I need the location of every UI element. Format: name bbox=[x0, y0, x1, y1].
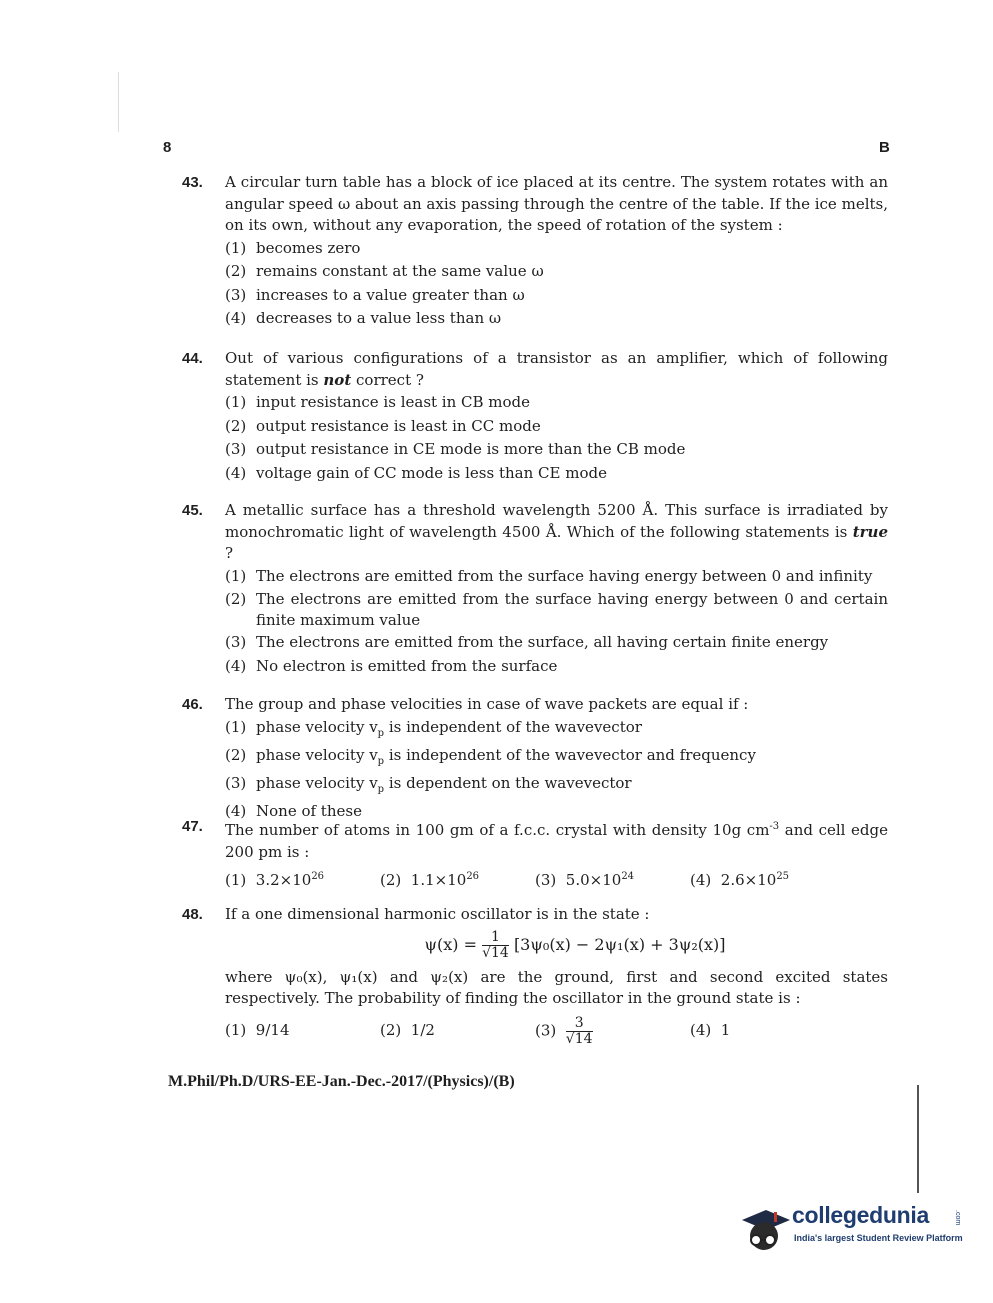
question-45 bbox=[182, 500, 888, 678]
option: (3) The electrons are emitted from the surface, all having certain finite energy bbox=[225, 633, 829, 651]
option: (2) output resistance is least in CC mode bbox=[225, 416, 541, 435]
option: (3) output resistance in CE mode is more than the CB mode bbox=[225, 440, 686, 458]
question-43 bbox=[182, 172, 888, 331]
question-text-continued: where ψ₀(x), ψ₁(x) and ψ₂(x) are the ground, first and second excited states respectively. The probability of finding the oscillator in the ground state is : bbox=[225, 967, 888, 1007]
option: (1) The electrons are emitted from the surface having energy between 0 and infinity bbox=[225, 566, 873, 585]
option: (2) phase velocity $v_p$ is independent of the wavevector and frequency bbox=[225, 745, 756, 767]
question-48 bbox=[182, 904, 888, 1047]
question-text: A circular turn table has a block of ice placed at its centre. The system rotates with an angular speed ω about an axis passing through the centre of the table. If the ice melts, on its own, without any evaporation, the speed of rotation of the system : bbox=[225, 173, 888, 234]
option: (2) $1.1\times 10^{26}$ bbox=[380, 871, 480, 889]
option: (2) 1/2 bbox=[380, 1021, 435, 1040]
question-44 bbox=[182, 348, 888, 485]
page-number: 8 bbox=[163, 139, 172, 156]
question-47 bbox=[182, 816, 888, 892]
question-number: 45. bbox=[182, 502, 203, 519]
option: (1) input resistance is least in CB mode bbox=[225, 393, 531, 411]
option: (1) becomes zero bbox=[225, 238, 361, 257]
option: (4) No electron is emitted from the surface bbox=[225, 656, 558, 675]
option: (1) 9/14 bbox=[225, 1021, 290, 1040]
option: (4) voltage gain of CC mode is less than CE mode bbox=[225, 463, 607, 482]
option: (3) $\frac{3}{√14}$ bbox=[535, 1014, 593, 1047]
scan-mark bbox=[118, 72, 119, 132]
wavefunction-formula: ψ(x) = $\frac{1}{√14}$ [3ψ₀(x) − 2ψ₁(x) + 3ψ₂(x)] bbox=[424, 928, 726, 961]
question-number: 46. bbox=[182, 696, 203, 713]
option: (1) phase velocity $v_p$ is independent of the wavevector bbox=[225, 717, 642, 739]
question-number: 43. bbox=[182, 174, 203, 191]
question-text: If a one dimensional harmonic oscillator is in the state : bbox=[225, 905, 650, 923]
option: (3) $5.0\times 10^{24}$ bbox=[535, 871, 635, 889]
question-text: A metallic surface has a threshold wavelength 5200 Å. This surface is irradiated by monochromatic light of wavelength 4500 Å. Which of the following statements is true ? bbox=[225, 501, 888, 562]
collegedunia-logo: collegedunia .com India's largest Student Review Platform bbox=[736, 1198, 966, 1258]
option: (4) decreases to a value less than ω bbox=[225, 309, 502, 327]
question-number: 48. bbox=[182, 906, 203, 923]
footer-code: M.Phil/Ph.D/URS-EE-Jan.-Dec.-2017/(Physics)/(B) bbox=[168, 1073, 515, 1090]
option: (4) 1 bbox=[690, 1021, 731, 1040]
option: (4) None of these bbox=[225, 801, 362, 820]
option: (2) remains constant at the same value ω bbox=[225, 262, 544, 280]
option: (4) $2.6\times 10^{25}$ bbox=[690, 871, 790, 889]
option: (1) $3.2\times 10^{26}$ bbox=[225, 871, 325, 889]
question-number: 47. bbox=[182, 818, 203, 835]
question-46 bbox=[182, 694, 888, 823]
question-number: 44. bbox=[182, 350, 203, 367]
option: (3) phase velocity $v_p$ is dependent on the wavevector bbox=[225, 773, 632, 795]
question-text: The group and phase velocities in case of wave packets are equal if : bbox=[225, 695, 749, 713]
series-label: B bbox=[879, 139, 890, 156]
question-text: The number of atoms in 100 gm of a f.c.c. crystal with density 10g $cm^{-3}$ and cell edge 200 pm is : bbox=[225, 821, 888, 861]
question-text: Out of various configurations of a transistor as an amplifier, which of following statement is not correct ? bbox=[225, 349, 888, 389]
option: (3) increases to a value greater than ω bbox=[225, 285, 525, 304]
mascot-icon bbox=[736, 1198, 792, 1258]
option: (2) The electrons are emitted from the surface having energy between 0 and certain finite maximum value bbox=[225, 590, 888, 629]
options-row bbox=[225, 1016, 888, 1047]
options-row bbox=[225, 866, 888, 892]
margin-line bbox=[917, 1085, 919, 1193]
